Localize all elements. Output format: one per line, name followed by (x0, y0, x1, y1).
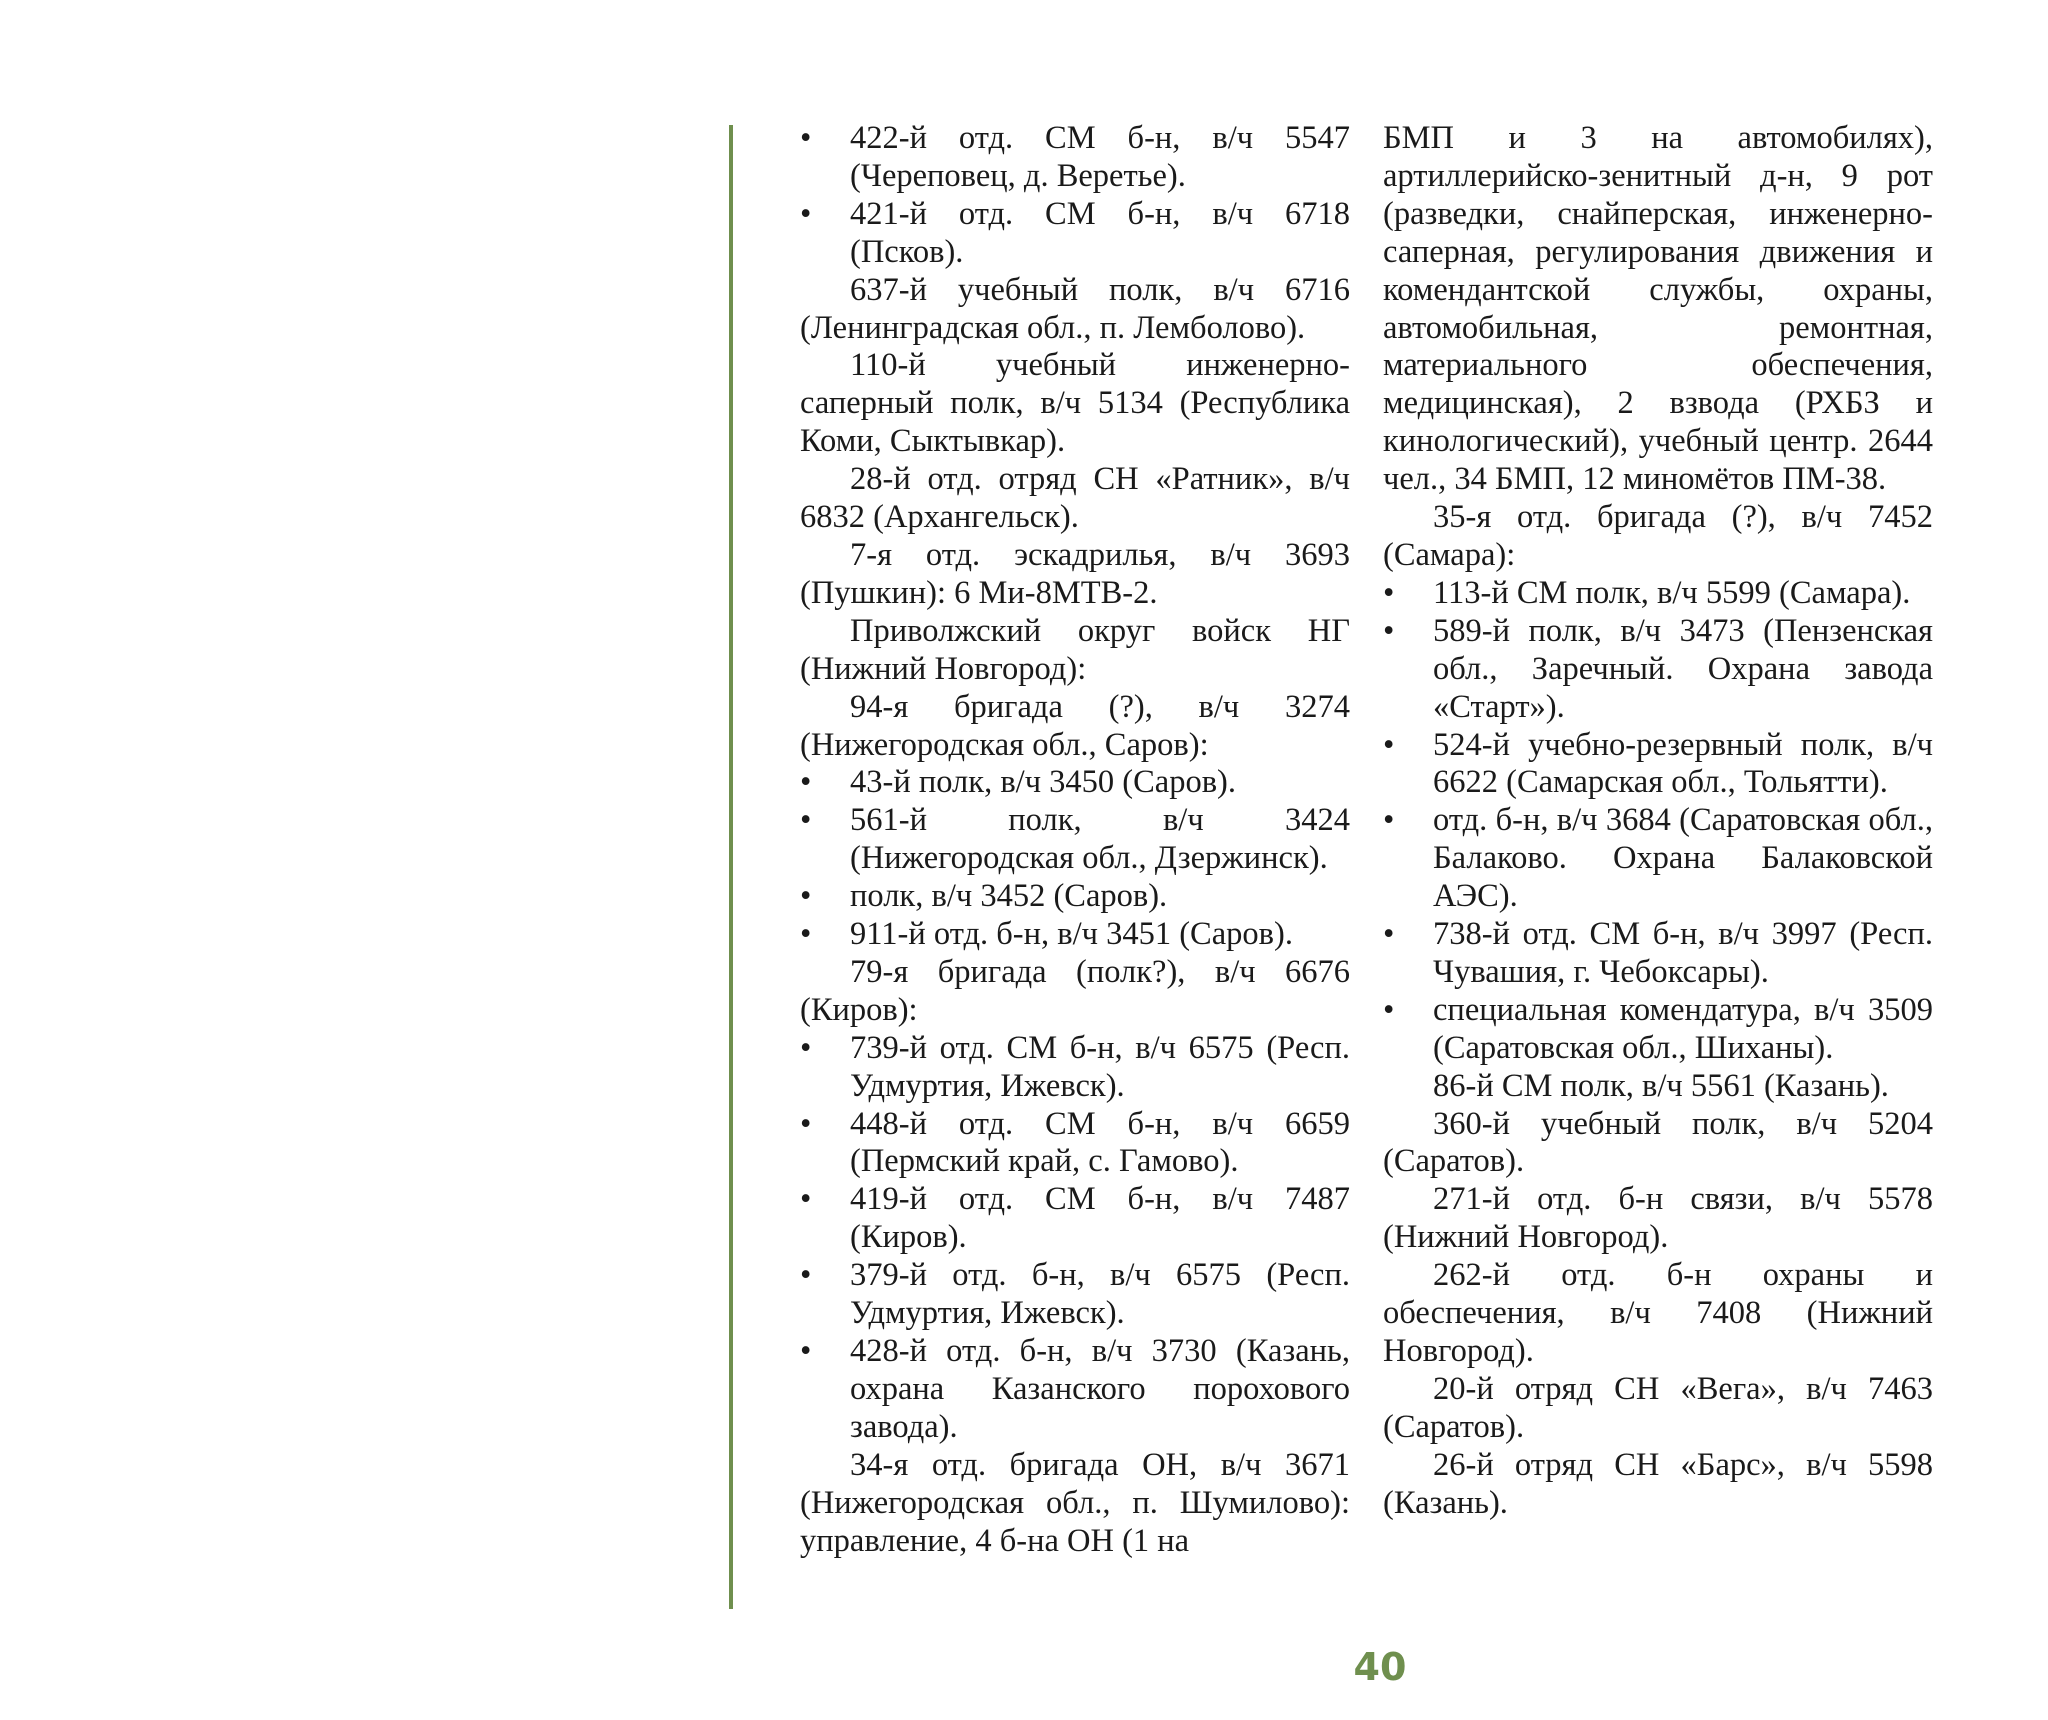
bullet-item: • 561-й полк, в/ч 3424 (Нижегородская обл., Дзержинск). (800, 802, 1350, 878)
right-text-column (1383, 120, 1933, 1523)
paragraph: 360-й учебный полк, в/ч 5204 (Саратов). (1383, 1105, 1933, 1180)
paragraph: 20-й отряд СН «Вега», в/ч 7463 (Саратов). (1383, 1370, 1933, 1445)
paragraph: 7-я отд. эскадрилья, в/ч 3693 (Пушкин): 6 Ми-8МТВ-2. (800, 536, 1350, 611)
paragraph: 637-й учебный полк, в/ч 6716 (Ленинградская обл., п. Лемболово). (800, 271, 1350, 346)
paragraph: 35-я отд. бригада (?), в/ч 7452 (Самара): (1383, 499, 1933, 573)
bullet-item: • 421-й отд. СМ б-н, в/ч 6718 (Псков). (800, 196, 1350, 272)
paragraph: 271-й отд. б-н связи, в/ч 5578 (Нижний Новгород). (1383, 1181, 1933, 1256)
paragraph: 110-й учебный инженерно-саперный полк, в/ч 5134 (Республика Коми, Сыктывкар). (800, 347, 1350, 460)
paragraph: 86-й СМ полк, в/ч 5561 (Казань). (1433, 1067, 1889, 1104)
bullet-item: • полк, в/ч 3452 (Саров). (800, 878, 1350, 916)
bullet-item: • 43-й полк, в/ч 3450 (Саров). (800, 764, 1350, 802)
page-number: 40 (1353, 1645, 1407, 1689)
bullet-item: • отд. б-н, в/ч 3684 (Саратовская обл., Балаково. Охрана Балаковской АЭС). (1383, 802, 1933, 916)
paragraph: 79-я бригада (полк?), в/ч 6676 (Киров): (800, 953, 1350, 1028)
bullet-item: • 911-й отд. б-н, в/ч 3451 (Саров). (800, 916, 1350, 954)
bullet-item: • 428-й отд. б-н, в/ч 3730 (Казань, охрана Казанского порохового завода). (800, 1333, 1350, 1447)
bullet-item: • 113-й СМ полк, в/ч 5599 (Самара). (1383, 575, 1933, 613)
paragraph: Приволжский округ войск НГ (Нижний Новгород): (800, 612, 1350, 687)
bullet-item: • специальная комендатура, в/ч 3509 (Саратовская обл., Шиханы). (1383, 992, 1933, 1068)
bullet-item: • 448-й отд. СМ б-н, в/ч 6659 (Пермский край, с. Гамово). (800, 1106, 1350, 1182)
bullet-item: • 524-й учебно-резервный полк, в/ч 6622 (Самарская обл., Тольятти). (1383, 727, 1933, 803)
bullet-item: • 419-й отд. СМ б-н, в/ч 7487 (Киров). (800, 1181, 1350, 1257)
paragraph: 26-й отряд СН «Барс», в/ч 5598 (Казань). (1383, 1446, 1933, 1521)
left-text-column (800, 120, 1350, 1560)
margin-rule (729, 125, 733, 1609)
paragraph: 94-я бригада (?), в/ч 3274 (Нижегородская обл., Саров): (800, 688, 1350, 763)
paragraph-continuation: БМП и 3 на автомобилях), артиллерийско-зенитный д-н, 9 рот (разведки, снайперская, инженерно-саперная, регулирования движения и комендантской службы, охраны, автомобильная, ремонтная, материального обеспечения, медицинская), 2 взвода (РХБЗ и кинологический), учебный центр. 2644 чел., 34 БМП, 12 миномётов ПМ-38. (1383, 120, 1933, 498)
bullet-item: • 739-й отд. СМ б-н, в/ч 6575 (Респ. Удмуртия, Ижевск). (800, 1030, 1350, 1106)
paragraph: 28-й отд. отряд СН «Ратник», в/ч 6832 (Архангельск). (800, 461, 1350, 536)
paragraph: 262-й отд. б-н охраны и обеспечения, в/ч 7408 (Нижний Новгород). (1383, 1257, 1933, 1369)
paragraph: 34-я отд. бригада ОН, в/ч 3671 (Нижегородская обл., п. Шумилово): управление, 4 б-на ОН (1 на (800, 1446, 1350, 1559)
bullet-item: • 422-й отд. СМ б-н, в/ч 5547 (Череповец, д. Веретье). (800, 120, 1350, 196)
bullet-item: • 738-й отд. СМ б-н, в/ч 3997 (Респ. Чувашия, г. Чебоксары). (1383, 916, 1933, 992)
bullet-item: • 379-й отд. б-н, в/ч 6575 (Респ. Удмуртия, Ижевск). (800, 1257, 1350, 1333)
bullet-item: • 589-й полк, в/ч 3473 (Пензенская обл., Заречный. Охрана завода «Старт»). (1383, 613, 1933, 727)
